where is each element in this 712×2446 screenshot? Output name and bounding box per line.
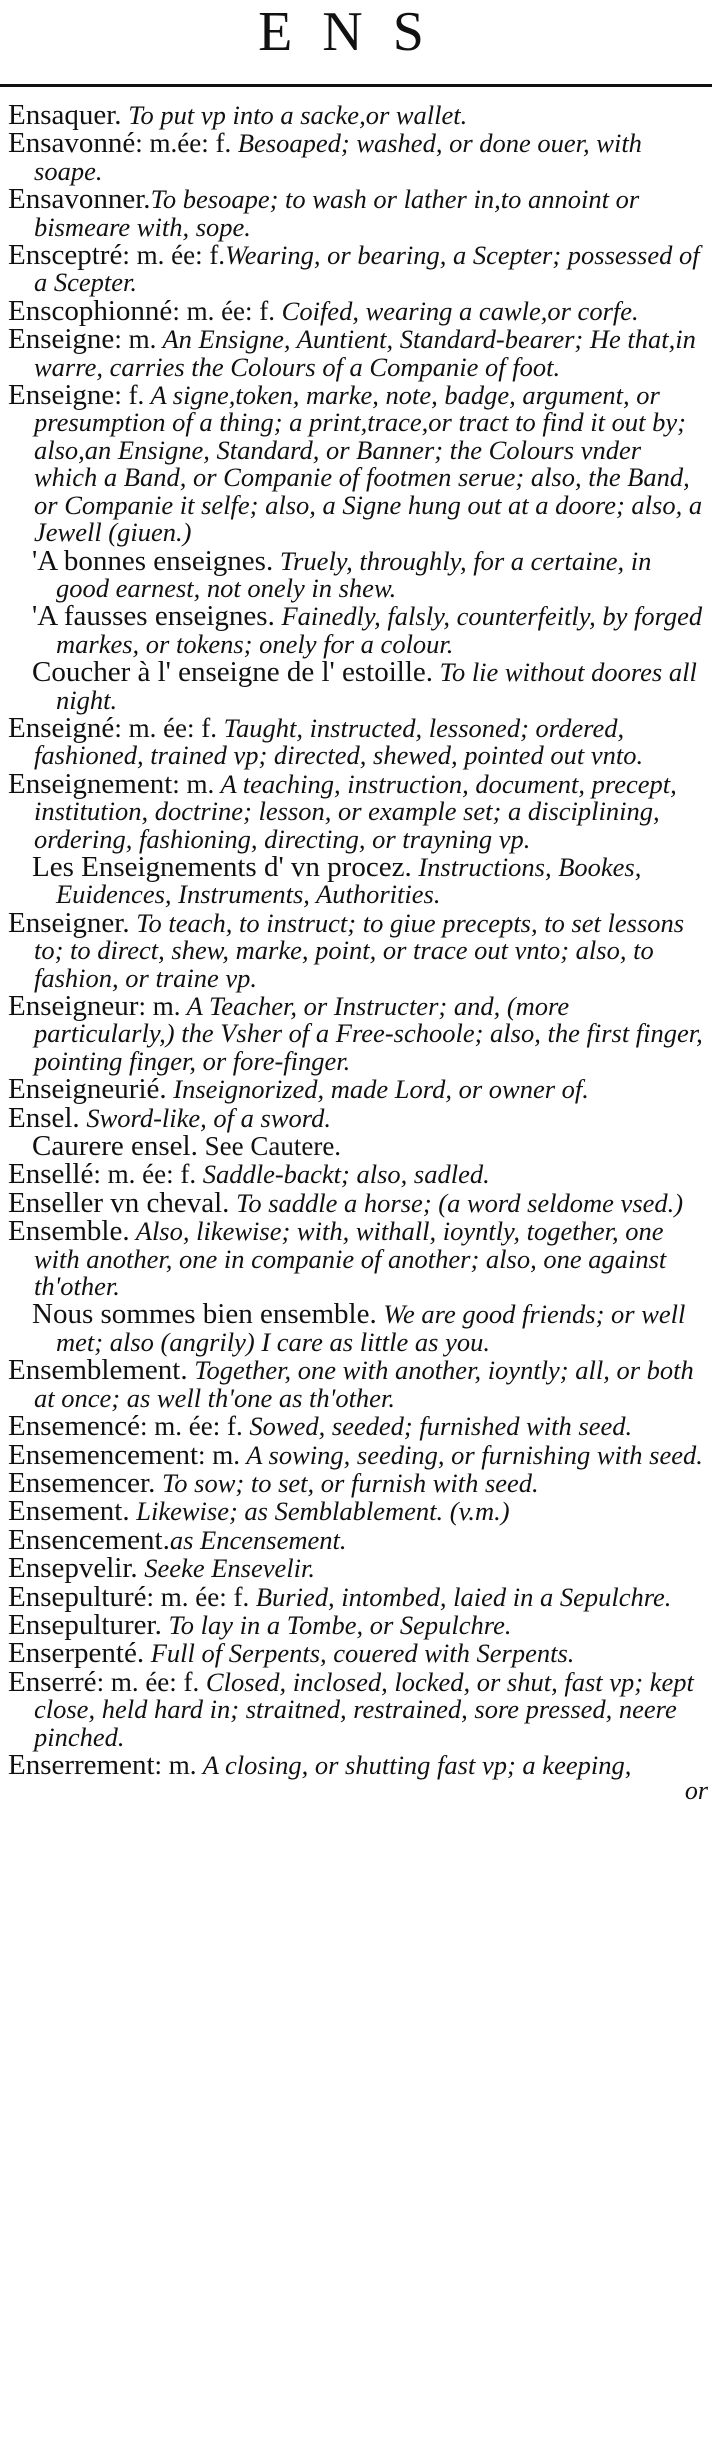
- entry-grammar: : m.: [114, 324, 157, 355]
- entry-headword: Enseigner.: [8, 906, 130, 939]
- entry-headword: Ensencement.: [8, 1523, 170, 1556]
- entry-definition: Inseignorized, made Lord, or owner of.: [166, 1074, 589, 1105]
- entry-grammar: : m. ée: f.: [114, 712, 218, 743]
- dictionary-entry: [0, 183, 712, 242]
- entry-headword: Ensemble.: [8, 1215, 130, 1248]
- entry-definition: Sword-like, of a sword.: [79, 1102, 331, 1133]
- catchword: or: [684, 1776, 708, 1806]
- entry-definition: Together, one with another, ioyntly; all, or both at once; as well th'one as th'other.: [34, 1355, 694, 1413]
- dictionary-entry: [0, 239, 712, 298]
- entry-headword: 'A bonnes enseignes.: [32, 544, 274, 577]
- entry-definition: A teaching, instruction, document, precept, institution, doctrine; lesson, or example set; a disciplining, ordering, fashioning, directing, or trayning vp.: [34, 768, 677, 854]
- entry-grammar: : m. ée: f.: [146, 1581, 250, 1612]
- dictionary-entry: [0, 1438, 712, 1471]
- dictionary-entry: [0, 990, 712, 1076]
- entry-headword: Ensel.: [8, 1101, 80, 1134]
- entry-headword: Nous sommes bien ensemble.: [32, 1298, 377, 1331]
- entry-headword: Ensemencer.: [8, 1466, 156, 1499]
- entry-definition: Full of Serpents, couered with Serpents.: [144, 1638, 575, 1669]
- entry-definition: To put vp into a sacke,or wallet.: [121, 100, 468, 130]
- entry-headword: Enseigneurié.: [8, 1073, 167, 1106]
- entry-headword: Enseigneur: [8, 990, 139, 1022]
- dictionary-entry: [0, 1748, 712, 1781]
- dictionary-entry: [0, 711, 712, 771]
- dictionary-entry: [0, 1466, 712, 1499]
- entry-headword: Ensement.: [8, 1495, 130, 1528]
- entry-definition: To saddle a horse; (a word seldome vsed.): [229, 1187, 684, 1218]
- entry-headword: Enserré: [8, 1665, 97, 1698]
- sub-entry: [0, 600, 712, 659]
- entry-headword: Ensemblement.: [8, 1354, 188, 1387]
- entry-definition: Saddle-backt; also, sadled.: [196, 1159, 490, 1190]
- entry-headword: Enseigné: [8, 711, 115, 744]
- sub-entry: [0, 544, 712, 603]
- dictionary-entry: [0, 127, 712, 186]
- dictionary-entry: [0, 1580, 712, 1613]
- entry-headword: Ensemencement: [8, 1438, 199, 1471]
- entry-definition: Coifed, wearing a cawle,or corfe.: [275, 295, 639, 326]
- dictionary-entry: [0, 1523, 712, 1556]
- entry-headword: 'A fausses enseignes.: [32, 600, 275, 633]
- entry-definition: To lie without doores all night.: [56, 657, 697, 715]
- header-rule: [0, 84, 712, 87]
- dictionary-entry: [0, 1101, 712, 1134]
- entry-definition: Likewise; as Semblablement. (v.m.): [129, 1496, 510, 1527]
- entry-definition: Truely, throughly, for a certaine, in good earnest, not onely in shew.: [56, 545, 652, 603]
- dictionary-entry: [0, 1354, 712, 1413]
- entry-grammar: : m. ée: f.: [93, 1159, 197, 1190]
- entry-headword: Ensavonner.: [8, 183, 151, 216]
- entry-headword: Enseigne: [8, 323, 115, 356]
- dictionary-entry: [0, 906, 712, 993]
- entry-headword: Enserrement: [8, 1748, 155, 1781]
- entry-grammar: : m.: [172, 768, 215, 799]
- entry-headword: Coucher à l' enseigne de l' estoille.: [32, 656, 434, 689]
- entry-definition: Wearing, or bearing, a Scepter; possessed of a Scepter.: [34, 240, 700, 298]
- sub-entry: [0, 850, 712, 910]
- entry-grammar: : m.ée: f.: [135, 128, 232, 159]
- dictionary-entry: [0, 1608, 712, 1641]
- dictionary-entry: [0, 767, 712, 854]
- entry-headword: Enseigne: [8, 379, 115, 412]
- entry-headword: Ensavonné: [8, 127, 136, 160]
- entry-definition: To lay in a Tombe, or Sepulchre.: [161, 1609, 512, 1640]
- entry-definition: Taught, instructed, lessoned; ordered, fashioned, trained vp; directed, shewed, pointed out vnto.: [34, 712, 644, 771]
- entry-definition: A Teacher, or Instructer; and, (more particularly,) the Vsher of a Free-schoole; also, the first finger, pointing finger, or fore-finger.: [34, 991, 703, 1076]
- entry-grammar: : m.: [138, 991, 181, 1021]
- dictionary-entry: [0, 1215, 712, 1302]
- running-head: ENS: [258, 1, 454, 63]
- dictionary-entry: [0, 379, 712, 548]
- entry-headword: Ensemencé: [8, 1410, 141, 1443]
- entry-headword: Les Enseignements d' vn procez.: [32, 850, 412, 883]
- entry-headword: Ensceptré: [8, 239, 123, 272]
- entry-headword: Ensepvelir.: [8, 1552, 138, 1585]
- page-header: [0, 0, 712, 72]
- entry-grammar: : m. ée: f.: [122, 240, 226, 271]
- entry-grammar: : f.: [114, 380, 145, 411]
- entry-grammar: : m.: [198, 1439, 241, 1470]
- dictionary-entries: [0, 99, 712, 1806]
- dictionary-entry: [0, 1186, 712, 1219]
- dictionary-entry: [0, 1158, 712, 1191]
- entry-definition: Seeke Ensevelir.: [137, 1553, 315, 1584]
- entry-headword: Caurere ensel.: [32, 1130, 198, 1163]
- dictionary-entry: [0, 1495, 712, 1528]
- entry-definition: An Ensigne, Auntient, Standard-bearer; He that,in warre, carries the Colours of a Companie of foot.: [34, 324, 696, 382]
- dictionary-entry: [0, 1665, 712, 1752]
- dictionary-entry: [0, 323, 712, 382]
- entry-definition: A closing, or shutting fast vp; a keeping,: [196, 1749, 632, 1780]
- entry-headword: Ensepulturé: [8, 1580, 147, 1613]
- dictionary-entry: [0, 1410, 712, 1443]
- entry-definition: To sow; to set, or furnish with seed.: [155, 1467, 539, 1498]
- entry-headword: Enscophionné: [8, 294, 173, 327]
- dictionary-entry: [0, 1637, 712, 1670]
- entry-definition: Fainedly, falsly, counterfeitly, by forged markes, or tokens; onely for a colour.: [56, 601, 703, 659]
- sub-entry: [0, 1130, 712, 1163]
- entry-definition: A sowing, seeding, or furnishing with seed.: [240, 1439, 703, 1470]
- entry-grammar: : m. ée: f.: [140, 1411, 243, 1442]
- entry-grammar: See Cautere.: [197, 1131, 342, 1162]
- dictionary-entry: [0, 99, 712, 131]
- entry-definition: A signe,token, marke, note, badge, argument, or presumption of a thing; a print,trace,or tract to find it out by; also,an Ensigne, Standard, or Banner; the Colours vnder which a Band, or Companie of footmen serue; also, the Band, or Companie it selfe; also, a Signe hung out at a doore; also, a Jewell (giuen.): [34, 380, 703, 548]
- entry-headword: Enseller vn cheval.: [8, 1186, 230, 1219]
- entry-definition: as Encensement.: [169, 1524, 347, 1555]
- entry-definition: Buried, intombed, laied in a Sepulchre.: [249, 1581, 672, 1612]
- dictionary-entry: [0, 294, 712, 327]
- entry-headword: Enseignement: [8, 767, 173, 800]
- sub-entry: [0, 1298, 712, 1357]
- entry-definition: Also, likewise; with, withall, ioyntly, together, one with another, one in companie of another; also, one against th'other.: [34, 1216, 667, 1302]
- entry-headword: Ensaquer.: [8, 99, 122, 131]
- entry-definition: Besoaped; washed, or done ouer, with soape.: [34, 128, 642, 186]
- entry-grammar: : m. ée: f.: [172, 295, 276, 326]
- entry-headword: Ensellé: [8, 1158, 94, 1191]
- entry-grammar: : m. ée: f.: [96, 1666, 200, 1697]
- entry-definition: We are good friends; or well met; also (angrily) I care as little as you.: [56, 1299, 686, 1357]
- entry-headword: Enserpenté.: [8, 1637, 145, 1670]
- entry-grammar: : m.: [154, 1749, 197, 1780]
- dictionary-entry: [0, 1552, 712, 1585]
- entry-definition: To besoape; to wash or lather in,to annoint or bismeare with, sope.: [34, 184, 640, 242]
- sub-entry: [0, 656, 712, 715]
- entry-headword: Ensepulturer.: [8, 1608, 162, 1641]
- dictionary-entry: [0, 1073, 712, 1106]
- entry-definition: Sowed, seeded; furnished with seed.: [242, 1411, 633, 1442]
- entry-definition: Closed, inclosed, locked, or shut, fast vp; kept close, held hard in; straitned, restrained, sore pressed, neere pinched.: [34, 1666, 694, 1752]
- entry-definition: Instructions, Bookes, Euidences, Instruments, Authorities.: [56, 851, 642, 910]
- entry-definition: To teach, to instruct; to giue precepts, to set lessons to; to direct, shew, marke, point, or trace out vnto; also, to fashion, or traine vp.: [34, 907, 685, 993]
